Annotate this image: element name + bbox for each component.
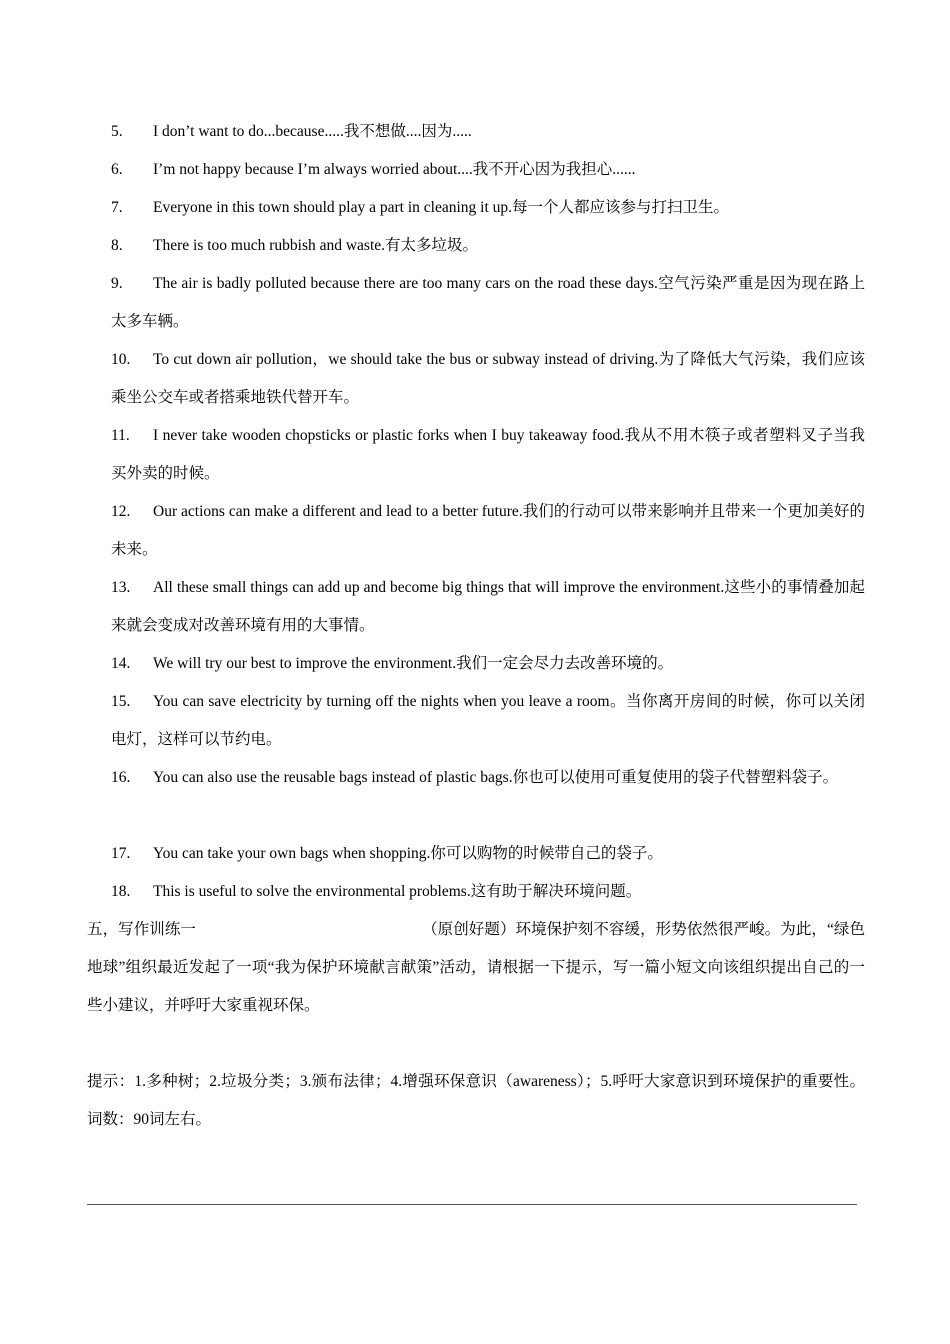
item-number: 7.: [111, 199, 123, 216]
sentence-item: [111, 189, 865, 227]
writing-prompt: （原创好题）环境保护刻不容缓，形势依然很严峻。为此，“绿色地球”组织最近发起了一项“我为保护环境献言献策”活动，请根据一下提示，写一篇小短文向该组织提出自己的一些小建议，并呼吁大家重视环保。: [87, 921, 865, 1014]
item-number: 17.: [111, 845, 131, 862]
sentence-item: [111, 759, 865, 797]
item-text: You can also use the reusable bags instead of plastic bags.你也可以使用可重复使用的袋子代替塑料袋子。: [153, 769, 839, 786]
item-text: To cut down air pollution，we should take the bus or subway instead of driving.为了降低大气污染，我们应该乘坐公交车或者搭乘地铁代替开车。: [111, 351, 865, 406]
writing-hint: 提示：1.多种树；2.垃圾分类；3.颁布法律；4.增强环保意识（awareness）；5.呼吁大家意识到环境保护的重要性。词数：90词左右。: [87, 1073, 865, 1128]
sentence-item: [111, 341, 865, 417]
item-number: 12.: [111, 503, 131, 520]
sentence-item: [111, 683, 865, 759]
item-text: Everyone in this town should play a part in cleaning it up.每一个人都应该参与打扫卫生。: [153, 199, 730, 216]
sentence-item: [111, 113, 865, 151]
item-text: I don’t want to do...because.....我不想做....因为.....: [153, 123, 472, 140]
sentence-item: [111, 151, 865, 189]
item-number: 9.: [111, 275, 123, 292]
item-number: 10.: [111, 351, 131, 368]
item-text: You can save electricity by turning off the nights when you leave a room。当你离开房间的时候，你可以关闭电灯，这样可以节约电。: [111, 693, 865, 748]
item-number: 14.: [111, 655, 131, 672]
item-text: This is useful to solve the environmental problems.这有助于解决环境问题。: [153, 883, 642, 900]
item-number: 16.: [111, 769, 131, 786]
answer-line: [87, 1204, 857, 1205]
item-number: 11.: [111, 427, 130, 444]
item-number: 13.: [111, 579, 131, 596]
item-text: The air is badly polluted because there are too many cars on the road these days.空气污染严重是因为现在路上太多车辆。: [111, 275, 865, 330]
item-number: 8.: [111, 237, 123, 254]
item-text: There is too much rubbish and waste.有太多垃圾。: [153, 237, 479, 254]
sentence-item: [111, 417, 865, 493]
sentence-item: [111, 873, 865, 911]
sentence-item: [111, 835, 865, 873]
item-text: All these small things can add up and become big things that will improve the environment.这些小的事情叠加起来就会变成对改善环境有用的大事情。: [111, 579, 865, 634]
item-number: 15.: [111, 693, 131, 710]
item-text: Our actions can make a different and lead to a better future.我们的行动可以带来影响并且带来一个更加美好的未来。: [111, 503, 865, 558]
sentence-item: [111, 227, 865, 265]
sentence-item: [111, 493, 865, 569]
writing-task-intro: [87, 911, 865, 1025]
sentence-item: [111, 265, 865, 341]
sentence-item: [111, 645, 865, 683]
item-text: I never take wooden chopsticks or plastic forks when I buy takeaway food.我从不用木筷子或者塑料叉子当我买外卖的时候。: [111, 427, 865, 482]
item-number: 18.: [111, 883, 131, 900]
section-heading: 五，写作训练一: [87, 921, 197, 938]
item-number: 6.: [111, 161, 123, 178]
item-text: I’m not happy because I’m always worried about....我不开心因为我担心......: [153, 161, 636, 178]
item-text: We will try our best to improve the environment.我们一定会尽力去改善环境的。: [153, 655, 674, 672]
sentence-item: [111, 569, 865, 645]
item-text: You can take your own bags when shopping.你可以购物的时候带自己的袋子。: [153, 845, 663, 862]
item-number: 5.: [111, 123, 123, 140]
